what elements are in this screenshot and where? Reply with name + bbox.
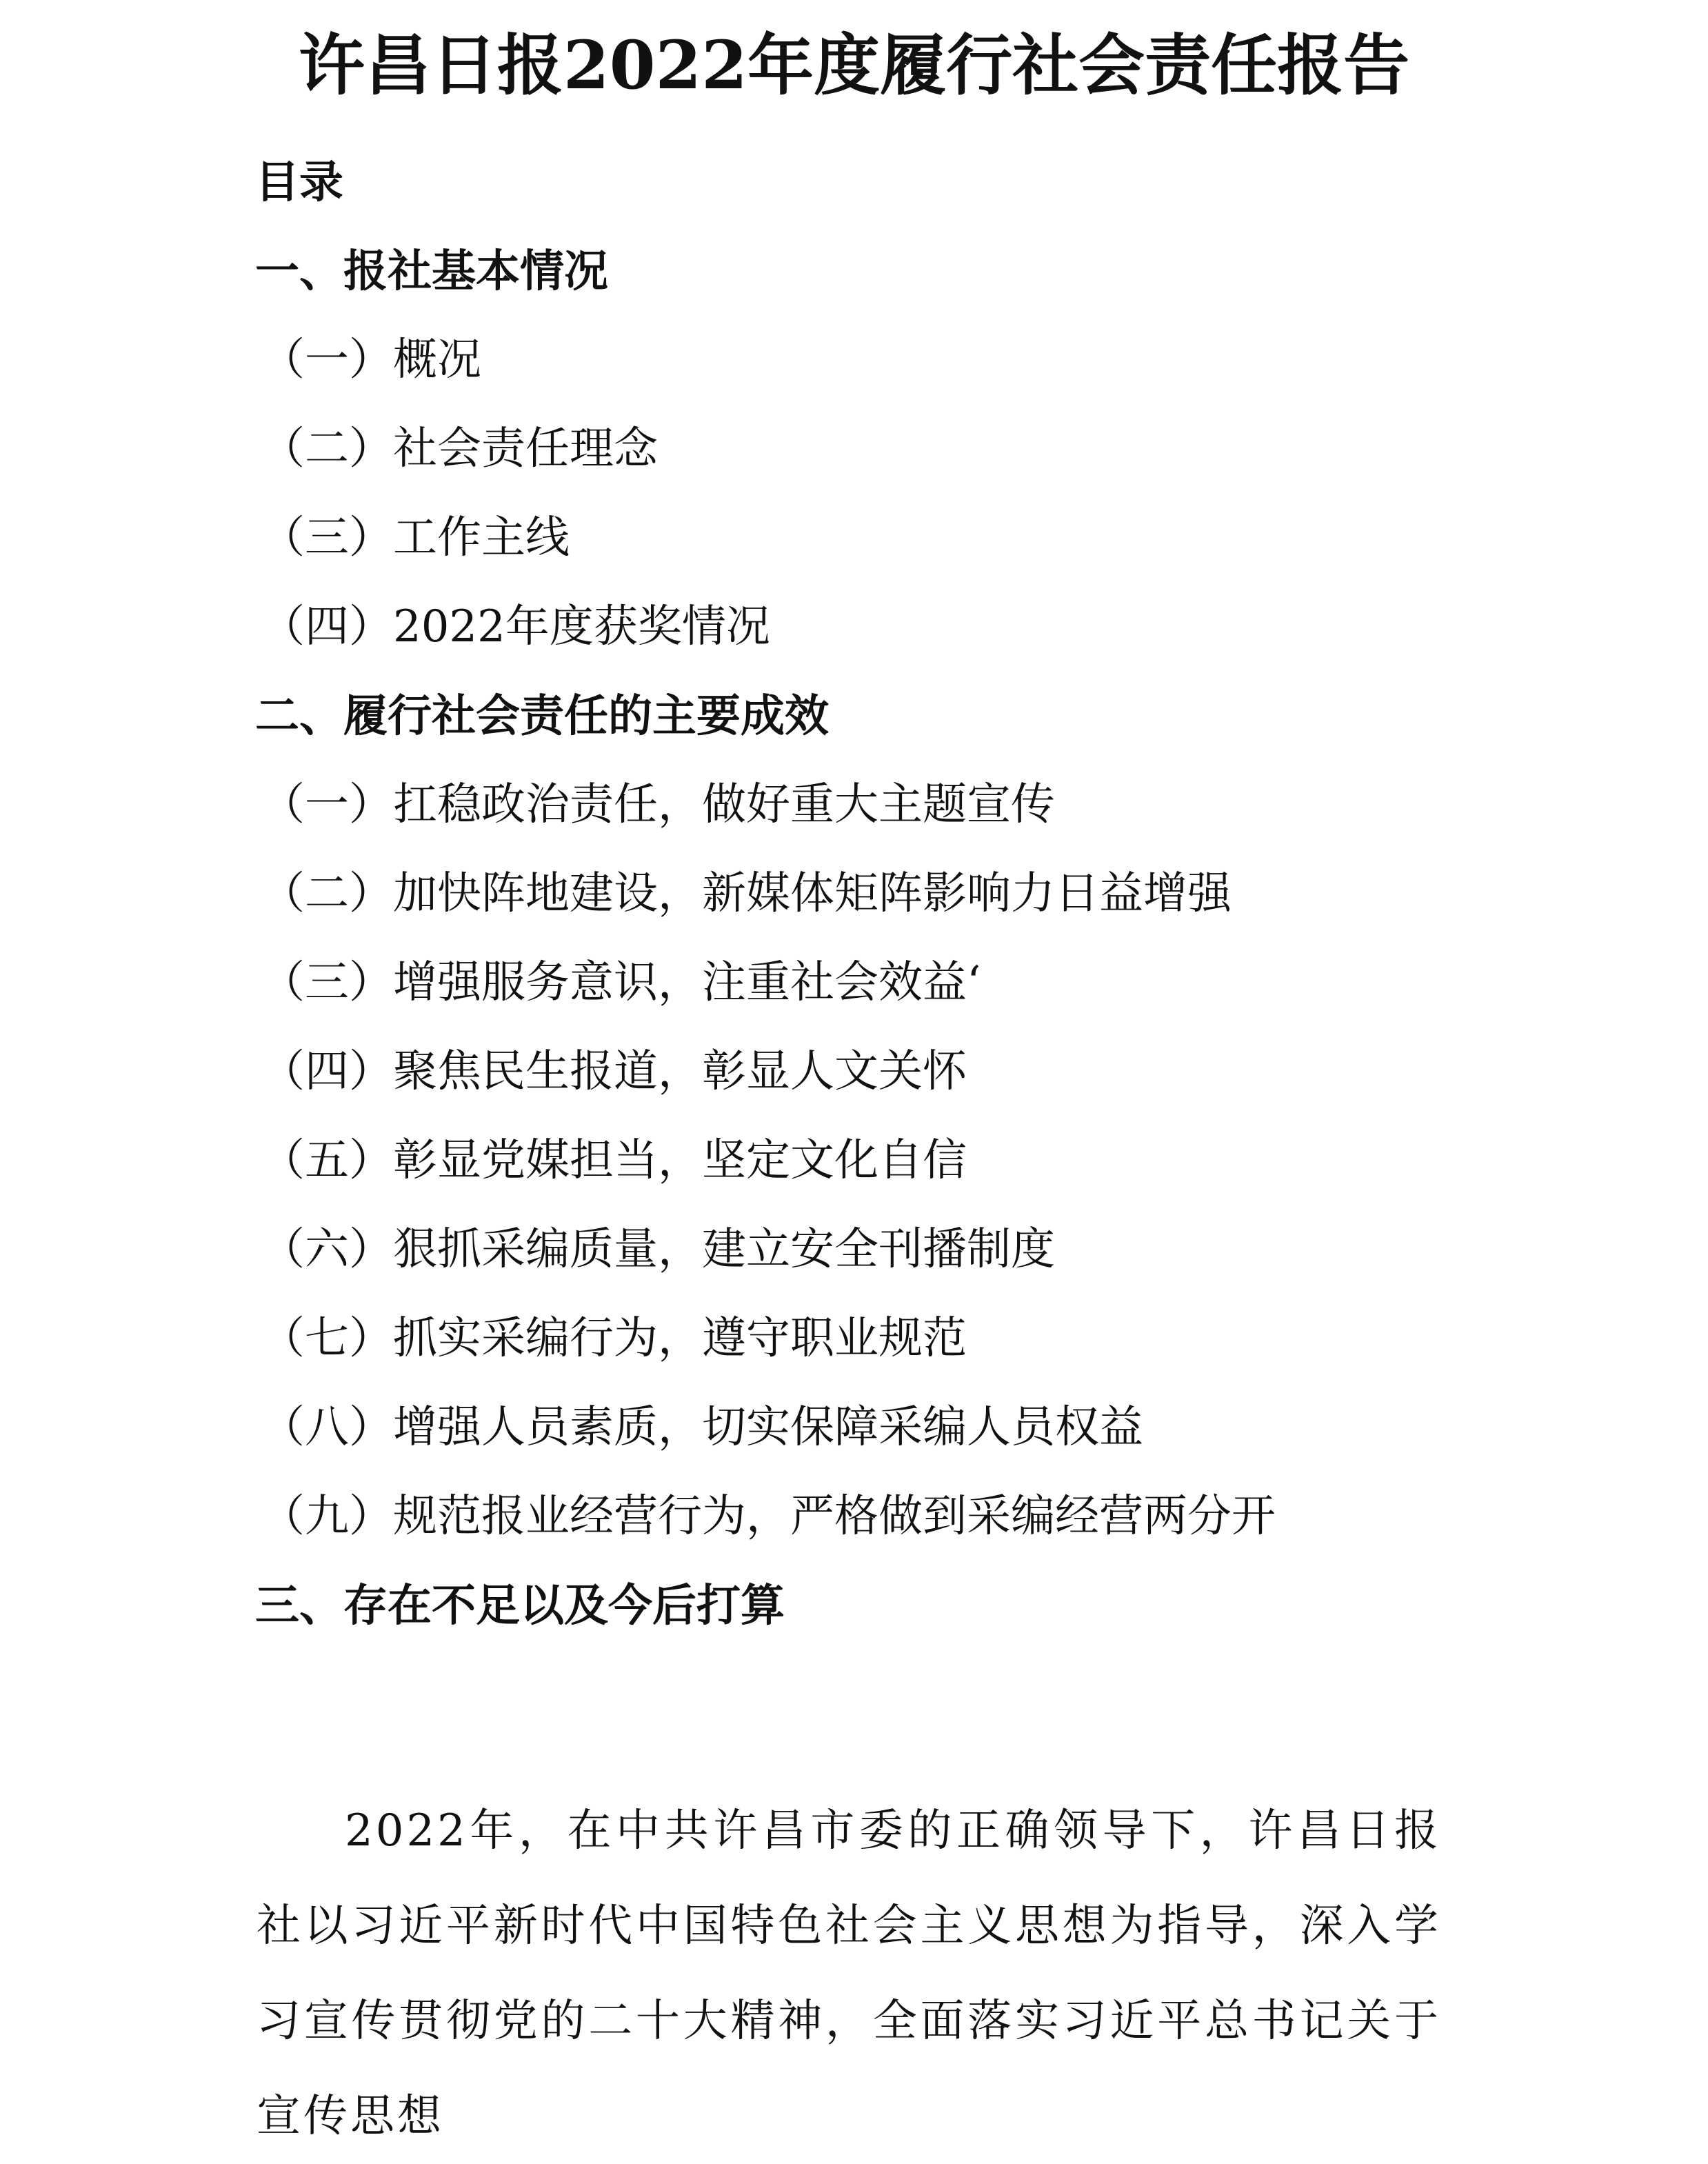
toc-item: （四）聚焦民生报道，彰显人文关怀 [261,1046,967,1097]
toc-item: （一）扛稳政治责任，做好重大主题宣传 [261,779,1055,830]
toc-section-3: 三、存在不足以及今后打算 [255,1580,785,1632]
toc-item: （二）加快阵地建设，新媒体矩阵影响力日益增强 [261,868,1232,919]
toc-section-1: 一、报社基本情况 [255,246,608,297]
document-title: 许昌日报2022年度履行社会责任报告 [298,26,1410,104]
toc-item: （二）社会责任理念 [261,423,658,474]
toc-item: （六）狠抓采编质量，建立安全刊播制度 [261,1224,1055,1275]
toc-item: （九）规范报业经营行为，严格做到采编经营两分开 [261,1491,1276,1542]
toc-item: （七）抓实采编行为，遵守职业规范 [261,1313,967,1364]
toc-item: （三）增强服务意识，注重社会效益‘ [261,957,981,1008]
toc-item: （五）彰显党媒担当，坚定文化自信 [261,1135,967,1186]
toc-item: （三）工作主线 [261,512,570,563]
toc-item: （四）2022年度获奖情况 [261,601,770,652]
toc-heading-contents: 目录 [255,157,343,208]
table-of-contents [255,138,1462,1650]
intro-paragraph: 2022年，在中共许昌市委的正确领导下，许昌日报社以习近平新时代中国特色社会主义思想为指导，深入学习宣传贯彻党的二十大精神，全面落实习近平总书记关于宣传思想 [257,1805,1441,2142]
toc-item: （八）增强人员素质，切实保障采编人员权益 [261,1402,1143,1453]
toc-item: （一）概况 [261,334,481,385]
toc-section-2: 二、履行社会责任的主要成效 [255,690,829,742]
